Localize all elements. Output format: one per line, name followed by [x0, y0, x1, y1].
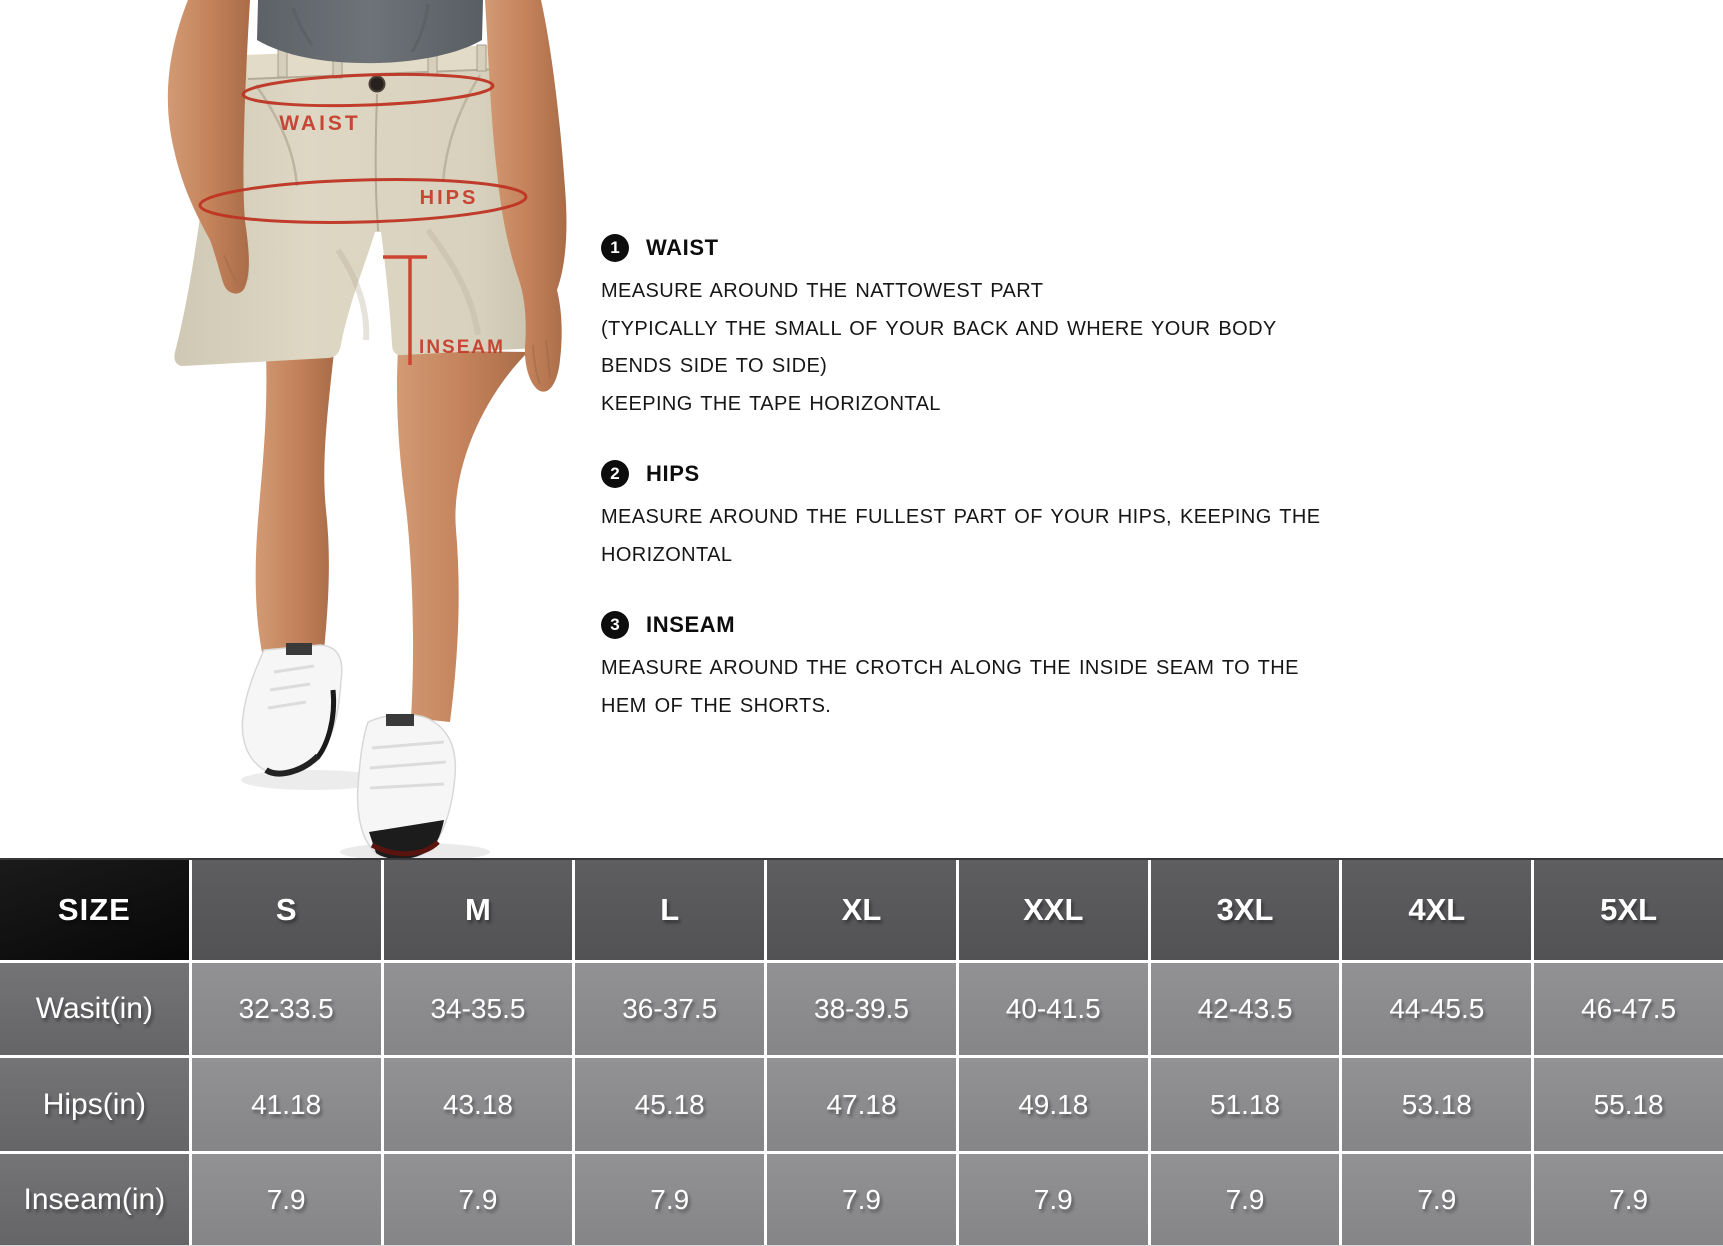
header-5xl: 5XL	[1534, 860, 1723, 960]
right-leg	[397, 350, 528, 722]
instruction-inseam-heading	[601, 610, 1381, 640]
inseam-value-l: 7.9	[575, 1154, 764, 1245]
left-shoe	[242, 643, 341, 775]
instruction-line: KEEPING THE TAPE HORIZONTAL	[601, 392, 941, 415]
model-photo	[128, 0, 583, 858]
waist-value-xl: 38-39.5	[767, 963, 956, 1055]
size-chart-table	[0, 858, 1723, 1246]
inseam-value-3xl: 7.9	[1151, 1154, 1340, 1245]
instruction-title: WAIST	[646, 235, 719, 260]
header-xxl: XXL	[959, 860, 1148, 960]
hips-photo-label: HIPS	[419, 187, 479, 209]
waist-value-l: 36-37.5	[575, 963, 764, 1055]
inseam-row-label: Inseam(in)	[0, 1154, 189, 1245]
instruction-line: HORIZONTAL	[601, 543, 733, 566]
hips-value-5xl: 55.18	[1534, 1058, 1723, 1151]
instruction-waist	[601, 233, 1381, 423]
header-size: SIZE	[0, 860, 189, 960]
right-shoe	[358, 714, 456, 858]
instruction-line: HEM OF THE SHORTS.	[601, 694, 832, 717]
header-l: L	[575, 860, 764, 960]
shorts-button	[370, 77, 385, 92]
waist-row-label: Wasit(in)	[0, 963, 189, 1055]
waist-value-3xl: 42-43.5	[1151, 963, 1340, 1055]
header-3xl: 3XL	[1151, 860, 1340, 960]
instruction-line: (TYPICALLY THE SMALL OF YOUR BACK AND WHERE YOUR BODY	[601, 317, 1277, 340]
inseam-value-m: 7.9	[384, 1154, 573, 1245]
inseam-value-s: 7.9	[192, 1154, 381, 1245]
inseam-value-4xl: 7.9	[1342, 1154, 1531, 1245]
instruction-waist-heading	[601, 233, 1381, 263]
hips-value-3xl: 51.18	[1151, 1058, 1340, 1151]
inseam-value-xl: 7.9	[767, 1154, 956, 1245]
header-xl: XL	[767, 860, 956, 960]
waist-value-s: 32-33.5	[192, 963, 381, 1055]
instruction-title: HIPS	[646, 461, 700, 486]
waist-photo-label: WAIST	[279, 112, 361, 135]
instruction-inseam	[601, 610, 1381, 725]
hips-value-xl: 47.18	[767, 1058, 956, 1151]
hips-value-xxl: 49.18	[959, 1058, 1148, 1151]
instruction-line: MEASURE AROUND THE FULLEST PART OF YOUR HIPS, KEEPING THE	[601, 506, 1321, 528]
waist-value-4xl: 44-45.5	[1342, 963, 1531, 1055]
instruction-line: BENDS SIDE TO SIDE)	[601, 355, 828, 377]
header-4xl: 4XL	[1342, 860, 1531, 960]
step-3-badge: 3	[601, 611, 629, 639]
hips-row-label: Hips(in)	[0, 1058, 189, 1151]
instruction-title: INSEAM	[646, 612, 736, 637]
waist-value-m: 34-35.5	[384, 963, 573, 1055]
header-m: M	[384, 860, 573, 960]
instruction-line: MEASURE AROUND THE NATTOWEST PART	[601, 280, 1044, 302]
hips-value-l: 45.18	[575, 1058, 764, 1151]
inseam-photo-label: INSEAM	[419, 337, 505, 358]
inseam-value-5xl: 7.9	[1534, 1154, 1723, 1245]
measurement-instructions	[601, 233, 1381, 725]
hips-value-m: 43.18	[384, 1058, 573, 1151]
waist-value-5xl: 46-47.5	[1534, 963, 1723, 1055]
inseam-value-xxl: 7.9	[959, 1154, 1148, 1245]
left-leg	[256, 352, 334, 652]
model-illustration	[128, 0, 583, 858]
waist-value-xxl: 40-41.5	[959, 963, 1148, 1055]
step-2-badge: 2	[601, 460, 629, 488]
hips-value-s: 41.18	[192, 1058, 381, 1151]
step-1-badge: 1	[601, 234, 629, 262]
instruction-line: MEASURE AROUND THE CROTCH ALONG THE INSIDE SEAM TO THE	[601, 657, 1299, 679]
instruction-hips-heading	[601, 459, 1381, 489]
header-s: S	[192, 860, 381, 960]
hips-value-4xl: 53.18	[1342, 1058, 1531, 1151]
instruction-hips	[601, 459, 1381, 574]
